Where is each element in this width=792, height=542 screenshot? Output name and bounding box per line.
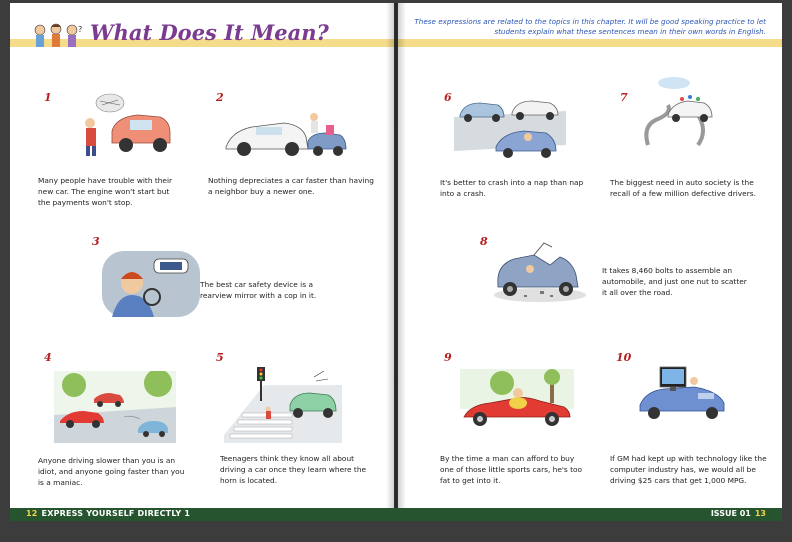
item-text: If GM had kept up with technology like the computer industry has, we would all be driving $25 cars that get 1,000 MPG. — [610, 454, 767, 485]
item-number: 8 — [480, 235, 488, 248]
item-number: 9 — [444, 351, 452, 364]
footer-bar — [10, 508, 782, 521]
illustration-teen-driver — [224, 365, 342, 443]
kids-illustration — [32, 22, 86, 50]
item-number: 2 — [216, 91, 224, 104]
item-text: It takes 8,460 bolts to assemble an automobile, and just one nut to scatter it all over the road. — [602, 266, 747, 297]
item-number: 10 — [616, 351, 632, 364]
illustration-traffic-speed — [54, 371, 176, 443]
page-number-left: 12 — [26, 509, 38, 518]
item-number: 6 — [444, 91, 452, 104]
page-gutter — [386, 3, 406, 519]
publication-name: EXPRESS YOURSELF DIRECTLY 1 — [41, 509, 191, 518]
item-text: It's better to crash into a nap than nap into a crash. — [440, 178, 584, 198]
illustration-rearview-mirror — [102, 251, 200, 317]
illustration-crash-nap — [454, 93, 566, 165]
item-text: By the time a man can afford to buy one of those little sports cars, he's too fat to get into it. — [440, 454, 583, 485]
footer-left — [26, 509, 190, 518]
illustration-sports-car — [460, 369, 574, 431]
illustration-computer-car — [634, 363, 730, 427]
item-number: 5 — [216, 351, 224, 364]
item-text: Anyone driving slower than you is an idiot, and anyone going faster than you is a maniac. — [38, 456, 185, 487]
illustration-wrecked-car — [490, 235, 588, 303]
illustration-recall — [638, 75, 730, 147]
page-title: What Does It Mean? — [90, 20, 329, 45]
footer-right — [711, 509, 766, 518]
item-text: The best car safety device is a rearview mirror with a cop in it. — [200, 280, 317, 300]
item-number: 4 — [44, 351, 52, 364]
item-text: The biggest need in auto society is the recall of a few million defective drivers. — [610, 178, 756, 198]
item-number: 7 — [620, 91, 628, 104]
page-number-right: 13 — [754, 509, 766, 518]
item-number: 1 — [44, 91, 52, 104]
svg-text:?: ? — [78, 25, 83, 34]
item-text: Many people have trouble with their new car. The engine won't start but the payments won't stop. — [38, 176, 173, 207]
item-number: 3 — [92, 235, 100, 248]
intro-note: These expressions are related to the topics in this chapter. It will be good speaking practice to let students explain what these sentences mean in their own words in English. — [414, 17, 766, 36]
illustration-stalled-car — [72, 91, 176, 159]
item-text: Teenagers think they know all about driving a car once they learn where the horn is located. — [220, 454, 367, 485]
item-text: Nothing depreciates a car faster than having a neighbor buy a newer one. — [208, 176, 374, 196]
illustration-neighbor-new-car — [222, 103, 352, 163]
right-page — [398, 3, 782, 519]
left-page — [10, 3, 394, 519]
issue-label: ISSUE 01 — [710, 509, 751, 518]
title-band-right — [398, 39, 782, 47]
